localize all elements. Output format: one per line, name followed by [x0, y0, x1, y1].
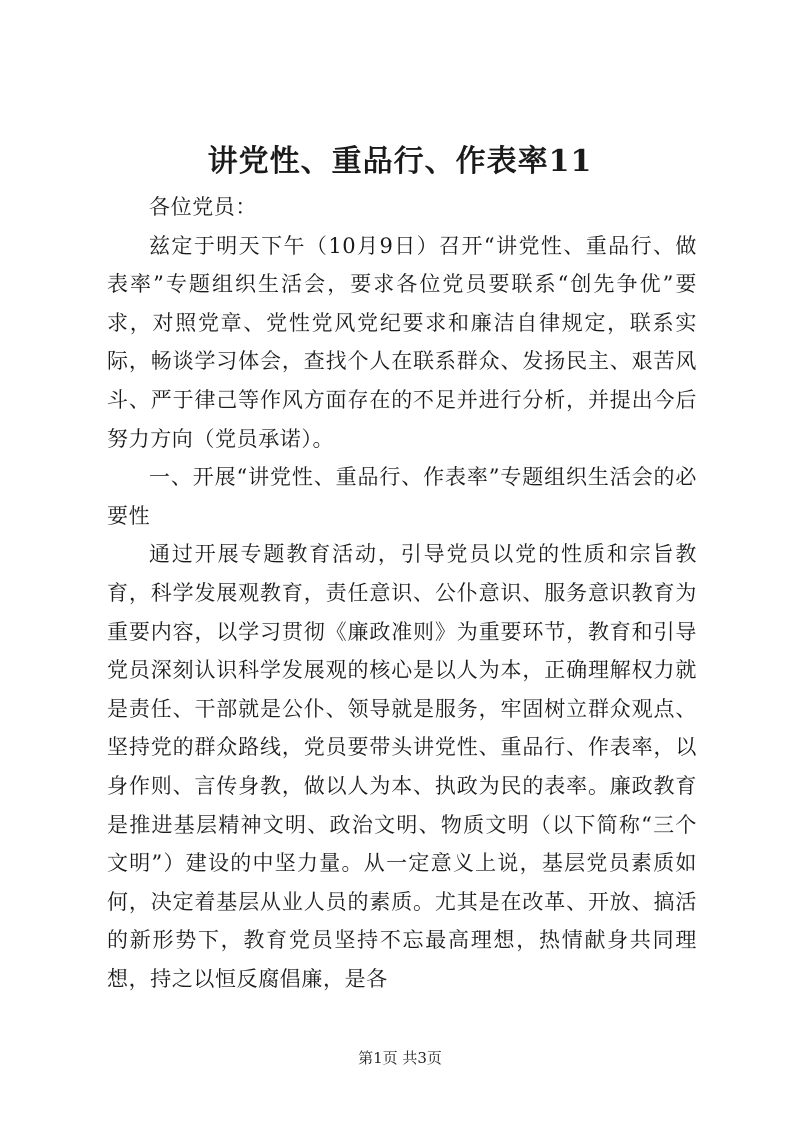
body-paragraph: 通过开展专题教育活动，引导党员以党的性质和宗旨教育，科学发展观教育，责任意识、公仆意识、服务意识教育为重要内容，以学习贯彻《廉政准则》为重要环节，教育和引导党员深刻认识科学发展观的核心是以人为本，正确理解权力就是责任、干部就是公仆、领导就是服务，牢固树立群众观点、坚持党的群众路线，党员要带头讲党性、重品行、作表率，以身作则、言传身教，做以人为本、执政为民的表率。廉政教育是推进基层精神文明、政治文明、物质文明（以下简称“三个文明”）建设的中坚力量。从一定意义上说，基层党员素质如何，决定着基层从业人员的素质。尤其是在改革、开放、搞活的新形势下，教育党员坚持不忘最高理想，热情献身共同理想，持之以恒反腐倡廉，是各 [107, 542, 697, 991]
document-title: 讲党性、重品行、作表率11 [207, 144, 593, 179]
section-heading-paragraph: 一、开展“讲党性、重品行、作表率”专题组织生活会的必要性 [107, 465, 697, 528]
document-body [107, 188, 697, 998]
page-footer: 第1页 共3页 [358, 1049, 442, 1067]
notice-paragraph: 兹定于明天下午（10月9日）召开“讲党性、重品行、做表率”专题组织生活会，要求各位党员要联系“创先争优”要求，对照党章、党性党风党纪要求和廉洁自律规定，联系实际，畅谈学习体会，查找个人在联系群众、发扬民主、艰苦风斗、严于律己等作风方面存在的不足并进行分析，并提出今后努力方向（党员承诺）。 [107, 233, 697, 451]
salutation-paragraph: 各位党员： [149, 195, 257, 219]
